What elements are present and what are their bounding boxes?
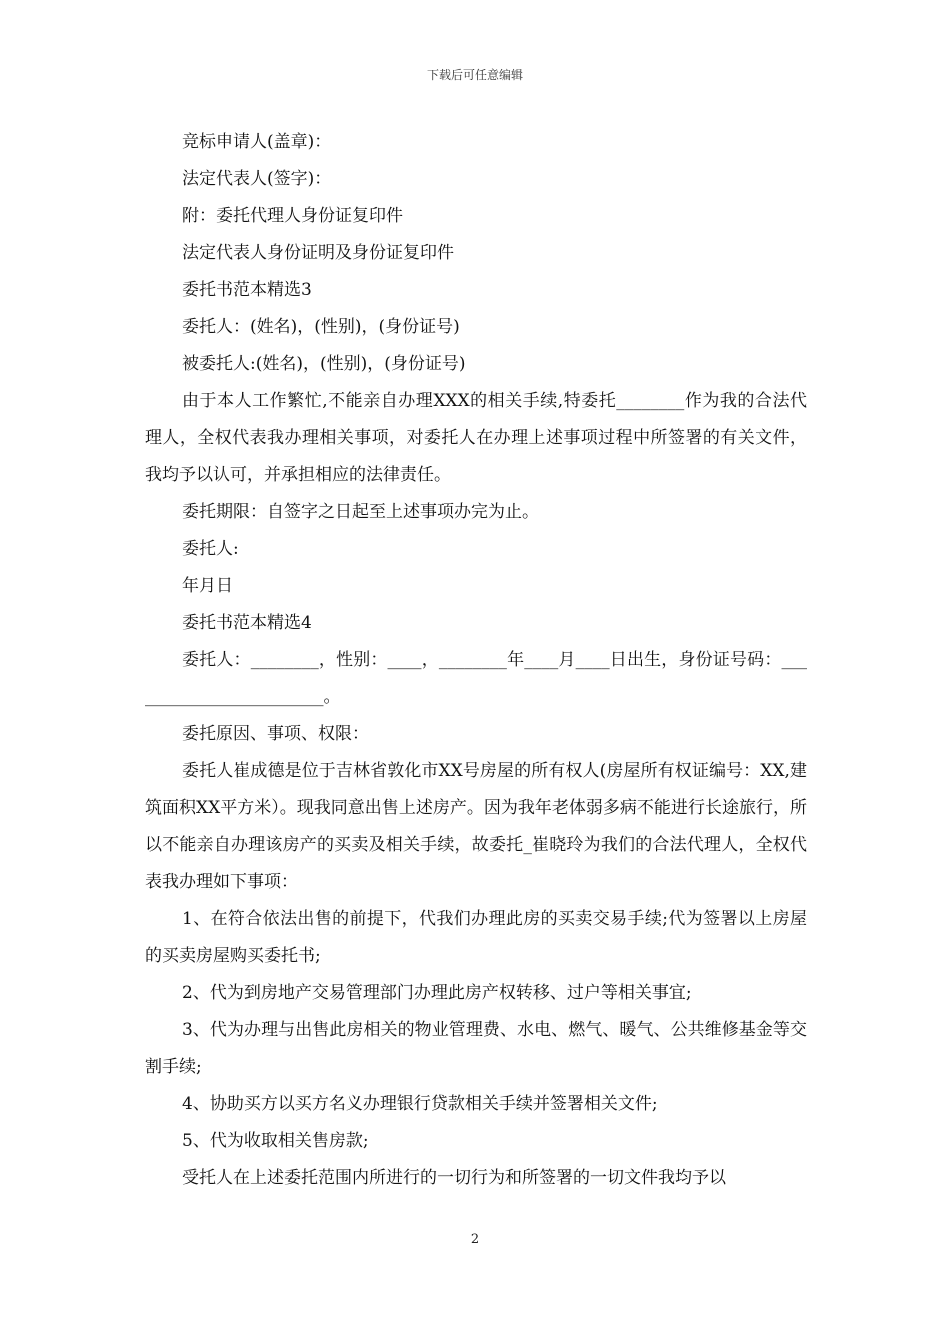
list-item: 3、代为办理与出售此房相关的物业管理费、水电、燃气、暖气、公共维修基金等交割手续;	[145, 1020, 807, 1077]
section-heading: 委托书范本精选3	[182, 280, 312, 300]
list-item: 2、代为到房地产交易管理部门办理此房产权转移、过户等相关事宜;	[182, 983, 692, 1003]
paragraph: 委托人:	[182, 539, 239, 559]
paragraph: 受托人在上述委托范围内所进行的一切行为和所签署的一切文件我均予以	[182, 1168, 726, 1188]
list-item: 1、在符合依法出售的前提下，代我们办理此房的买卖交易手续;代为签署以上房屋的买卖房屋购买委托书;	[145, 909, 807, 966]
list-item: 4、协助买方以买方名义办理银行贷款相关手续并签署相关文件;	[182, 1094, 658, 1114]
paragraph: 法定代表人(签字)：	[182, 169, 332, 189]
paragraph: 附：委托代理人身份证复印件	[182, 206, 403, 226]
page-number: 2	[470, 1232, 480, 1247]
page-header: 下载后可任意编辑	[426, 68, 523, 82]
paragraph: 委托期限：自签字之日起至上述事项办完为止。	[182, 502, 539, 522]
paragraph: 被委托人:(姓名)，(性别)，(身份证号)	[182, 354, 466, 374]
section-heading: 委托书范本精选4	[182, 613, 312, 633]
paragraph: 委托原因、事项、权限：	[182, 724, 369, 744]
paragraph: 法定代表人身份证明及身份证复印件	[182, 243, 454, 263]
paragraph: 委托人：________，性别：____，________年____月____日出生，身份证号码：________________________。	[145, 650, 807, 707]
paragraph: 委托人：(姓名)，(性别)，(身份证号)	[182, 317, 460, 337]
document-body	[145, 124, 807, 1197]
paragraph: 由于本人工作繁忙,不能亲自办理XXX的相关手续,特委托________作为我的合法代理人，全权代表我办理相关事项，对委托人在办理上述事项过程中所签署的有关文件，我均予以认可，并承担相应的法律责任。	[145, 391, 807, 485]
paragraph: 委托人崔成德是位于吉林省敦化市XX号房屋的所有权人(房屋所有权证编号：XX,建筑面积XX平方米）。现我同意出售上述房产。因为我年老体弱多病不能进行长途旅行，所以不能亲自办理该房产的买卖及相关手续，故委托_崔晓玲为我们的合法代理人，全权代表我办理如下事项：	[145, 761, 807, 892]
list-item: 5、代为收取相关售房款;	[182, 1131, 369, 1151]
paragraph: 年月日	[182, 576, 233, 596]
paragraph: 竞标申请人(盖章)：	[182, 132, 332, 152]
